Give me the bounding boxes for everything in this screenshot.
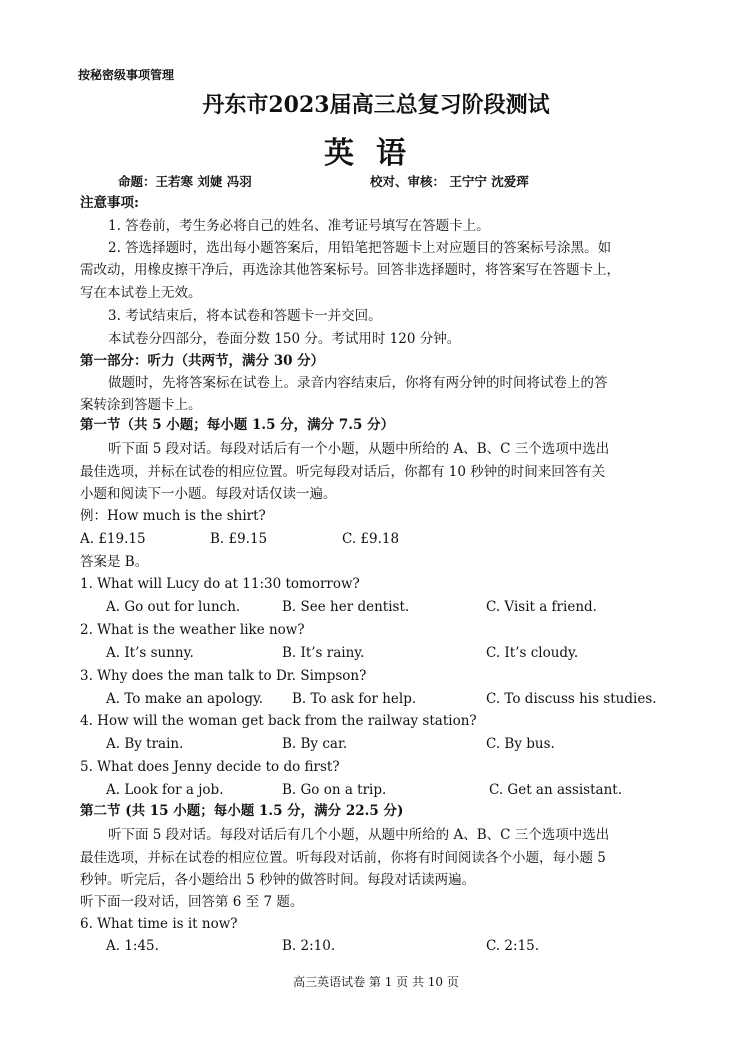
option-c: C. £9.18 [342,531,400,547]
question-6: 6. What time is it now? [80,916,238,932]
section2-intro: 听下面 5 段对话。每段对话后有几个小题，从题中所给的 A、B、C 三个选项中选出 [108,827,610,843]
option-a: A. £19.15 [80,531,146,547]
question-6-options [106,935,706,957]
part1-heading: 第一部分：听力（共两节，满分 30 分） [80,353,325,369]
section2-intro: 秒钟。听完后，各小题给出 5 秒钟的做答时间。每段对话读两遍。 [80,872,476,888]
notice-item: 2. 答选择题时，选出每小题答案后，用铅笔把答题卡上对应题目的答案标号涂黑。如 [108,240,612,256]
section2-intro: 听下面一段对话，回答第 6 至 7 题。 [80,894,304,910]
option-a: A. It’s sunny. [106,645,194,661]
option-c: C. 2:15. [486,938,540,954]
question-1-options [106,596,706,618]
question-3: 3. Why does the man talk to Dr. Simpson? [80,668,367,684]
section1-intro: 听下面 5 段对话。每段对话后有一个小题，从题中所给的 A、B、C 三个选项中选出 [108,441,610,457]
secrecy-label: 按秘密级事项管理 [78,68,175,82]
option-b: B. Go on a trip. [282,782,387,798]
option-c: C. To discuss his studies. [486,691,657,707]
option-c: C. It’s cloudy. [486,645,579,661]
part1-intro: 案转涂到答题卡上。 [80,397,202,413]
notice-item: 1. 答卷前，考生务必将自己的姓名、准考证号填写在答题卡上。 [108,218,490,234]
section1-intro: 最佳选项，并标在试卷的相应位置。听完每段对话后，你都有 10 秒钟的时间来回答有关 [80,464,606,480]
authors-line: 命题：王若寒 刘婕 冯羽 [118,174,252,189]
option-b: B. By car. [282,736,348,752]
exam-title: 丹东市2023届高三总复习阶段测试 [202,92,550,118]
notice-item: 3. 考试结束后，将本试卷和答题卡一并交回。 [108,308,382,324]
section1-heading: 第一节（共 5 小题；每小题 1.5 分，满分 7.5 分） [80,417,395,433]
subject-title: 英语 [324,136,428,171]
question-5-options [106,779,706,801]
example-question: 例：How much is the shirt? [80,508,266,524]
option-a: A. By train. [106,736,184,752]
option-a: A. To make an apology. [106,691,264,707]
question-5: 5. What does Jenny decide to do first? [80,759,340,775]
option-b: B. To ask for help. [292,691,417,707]
question-4-options [106,733,706,755]
option-b: B. 2:10. [282,938,336,954]
example-answer: 答案是 B。 [80,554,149,570]
section2-intro: 最佳选项，并标在试卷的相应位置。听每段对话前，你将有时间阅读各个小题，每小题 5 [80,850,606,866]
notice-item: 写在本试卷上无效。 [80,285,202,301]
section2-heading: 第二节 (共 15 小题；每小题 1.5 分，满分 22.5 分) [80,803,404,819]
option-c: C. Get an assistant. [489,782,622,798]
option-a: A. 1:45. [106,938,159,954]
notice-heading: 注意事项: [80,195,139,211]
option-c: C. Visit a friend. [486,599,597,615]
notice-item: 本试卷分四部分，卷面分数 150 分。考试用时 120 分钟。 [108,331,461,347]
section1-intro: 小题和阅读下一小题。每段对话仅读一遍。 [80,486,337,502]
page-footer: 高三英语试卷 第 1 页 共 10 页 [293,975,459,989]
notice-item: 需改动，用橡皮擦干净后，再选涂其他答案标号。回答非选择题时，将答案写在答题卡上， [80,262,620,278]
option-c: C. By bus. [486,736,555,752]
question-1: 1. What will Lucy do at 11:30 tomorrow? [80,576,360,592]
question-2: 2. What is the weather like now? [80,622,305,638]
option-b: B. See her dentist. [282,599,410,615]
question-4: 4. How will the woman get back from the railway station? [80,713,477,729]
question-2-options [106,642,706,664]
example-options [80,528,680,550]
option-b: B. It’s rainy. [282,645,365,661]
option-b: B. £9.15 [210,531,268,547]
part1-intro: 做题时，先将答案标在试卷上。录音内容结束后，你将有两分钟的时间将试卷上的答 [108,375,608,391]
reviewers-line: 校对、审核： 王宁宁 沈爱珲 [370,174,529,189]
option-a: A. Go out for lunch. [106,599,241,615]
option-a: A. Look for a job. [106,782,224,798]
question-3-options [106,688,706,710]
